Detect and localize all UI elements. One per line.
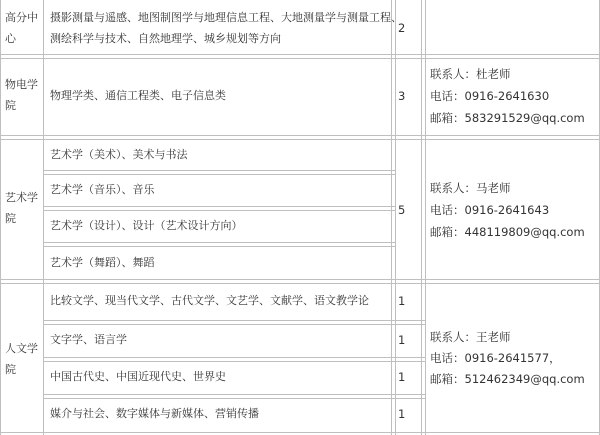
college-name: 院 bbox=[5, 212, 16, 225]
major-list: 艺术学（美术）、美术与书法 bbox=[50, 148, 188, 161]
contact-email: 邮箱：448119809@qq.com bbox=[430, 225, 585, 239]
college-name: 人文学 bbox=[5, 342, 38, 355]
row-divider bbox=[0, 279, 600, 280]
college-name: 院 bbox=[5, 363, 16, 376]
quota-count: 1 bbox=[398, 333, 406, 347]
column-divider bbox=[43, 0, 44, 435]
subrow-divider bbox=[43, 246, 396, 247]
column-divider bbox=[391, 0, 392, 435]
column-divider bbox=[421, 0, 422, 435]
contact-name: 联系人：王老师 bbox=[430, 330, 511, 344]
major-list: 艺术学（设计）、设计（艺术设计方向） bbox=[50, 219, 243, 232]
major-list: 摄影测量与遥感、地图制图学与地理信息工程、大地测量学与测量工程、 bbox=[50, 11, 402, 24]
quota-count: 3 bbox=[398, 89, 406, 103]
major-list: 艺术学（舞蹈）、舞蹈 bbox=[50, 256, 155, 269]
row-divider bbox=[0, 139, 600, 140]
subrow-divider bbox=[43, 324, 426, 325]
major-list: 测绘科学与技术、自然地理学、城乡规划等方向 bbox=[50, 32, 281, 45]
major-list: 艺术学（音乐）、音乐 bbox=[50, 183, 155, 196]
contact-phone: 电话：0916-2641630 bbox=[430, 89, 550, 103]
row-divider bbox=[0, 432, 600, 433]
subrow-divider bbox=[43, 361, 426, 362]
contact-name: 联系人：杜老师 bbox=[430, 67, 511, 81]
college-name: 心 bbox=[5, 32, 16, 45]
subrow-divider bbox=[43, 210, 396, 211]
subrow-divider bbox=[43, 242, 396, 243]
row-divider bbox=[0, 54, 600, 55]
major-list: 文字学、语言学 bbox=[50, 333, 127, 346]
table-border-left bbox=[0, 0, 1, 435]
quota-count: 2 bbox=[398, 21, 406, 35]
column-divider bbox=[395, 0, 396, 435]
college-name: 院 bbox=[5, 99, 16, 112]
row-divider bbox=[0, 283, 600, 284]
major-list: 中国古代史、中国近现代史、世界史 bbox=[50, 370, 226, 383]
college-name: 艺术学 bbox=[5, 191, 38, 204]
college-name: 高分中 bbox=[5, 11, 38, 24]
row-divider bbox=[0, 135, 600, 136]
contact-phone: 电话：0916-2641643 bbox=[430, 203, 550, 217]
contact-name: 联系人：马老师 bbox=[430, 181, 511, 195]
subrow-divider bbox=[43, 206, 396, 207]
contact-email: 邮箱：583291529@qq.com bbox=[430, 111, 585, 125]
quota-count: 1 bbox=[398, 370, 406, 384]
subrow-divider bbox=[43, 394, 426, 395]
contact-phone: 电话：0916-2641577， bbox=[430, 351, 561, 365]
column-divider bbox=[425, 0, 426, 435]
subrow-divider bbox=[43, 320, 426, 321]
major-list: 比较文学、现当代文学、古代文学、文艺学、文献学、语文教学论 bbox=[50, 294, 369, 307]
subrow-divider bbox=[43, 357, 426, 358]
subrow-divider bbox=[43, 398, 426, 399]
college-name: 物电学 bbox=[5, 78, 38, 91]
subrow-divider bbox=[43, 170, 396, 171]
row-divider bbox=[0, 58, 600, 59]
major-list: 物理学类、通信工程类、电子信息类 bbox=[50, 89, 226, 102]
quota-count: 1 bbox=[398, 407, 406, 421]
subrow-divider bbox=[43, 174, 396, 175]
quota-count: 1 bbox=[398, 294, 406, 308]
quota-count: 5 bbox=[398, 203, 406, 217]
contact-email: 邮箱：512462349@qq.com bbox=[430, 372, 585, 386]
major-list: 媒介与社会、数字媒体与新媒体、营销传播 bbox=[50, 407, 259, 420]
